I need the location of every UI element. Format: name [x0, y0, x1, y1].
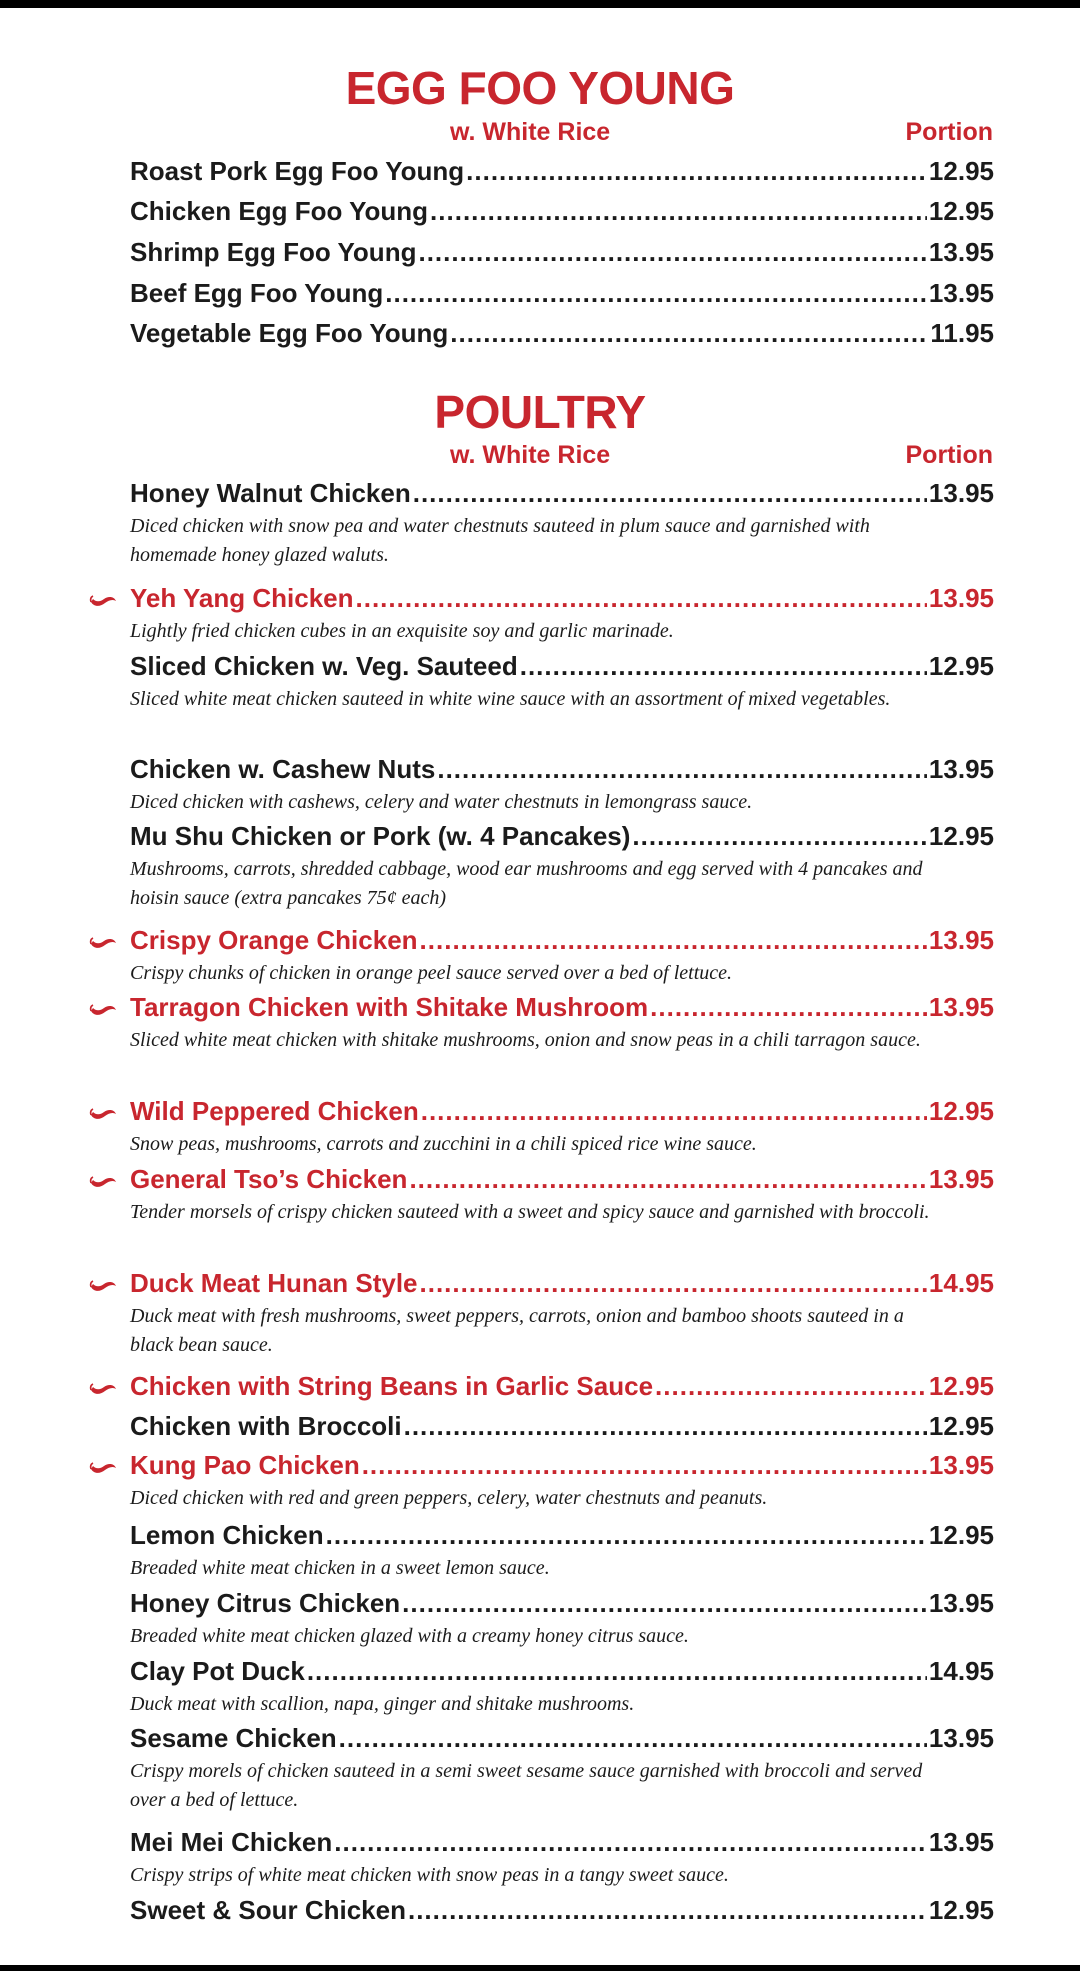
dot-leader	[420, 925, 927, 956]
chili-pepper-icon	[88, 1460, 118, 1476]
top-border	[0, 0, 1080, 8]
dot-leader	[466, 156, 927, 187]
menu-item-row	[130, 318, 994, 352]
dot-leader	[362, 1450, 927, 1481]
menu-item	[130, 1656, 994, 1719]
menu-item-price: 12.95	[928, 651, 994, 681]
menu-item	[130, 156, 994, 190]
menu-item-row	[130, 925, 994, 959]
section-subhead-poultry	[0, 441, 1080, 475]
menu-item-name: Vegetable Egg Foo Young	[130, 318, 449, 348]
menu-item-price: 13.95	[928, 754, 994, 784]
menu-item-name: Sweet & Sour Chicken	[130, 1895, 406, 1925]
menu-item-name: Sliced Chicken w. Veg. Sauteed	[130, 651, 518, 681]
chili-pepper-icon	[88, 593, 118, 609]
dot-leader	[418, 237, 926, 268]
menu-item-name: Chicken with String Beans in Garlic Sauce	[130, 1371, 654, 1401]
menu-item	[130, 1371, 994, 1405]
menu-item-row	[130, 992, 994, 1026]
subtitle-white-rice: w. White Rice	[450, 118, 611, 146]
dot-leader	[409, 1164, 926, 1195]
menu-item-price: 12.95	[928, 821, 994, 851]
menu-item-name: General Tso’s Chicken	[130, 1164, 408, 1194]
menu-item-name: Shrimp Egg Foo Young	[130, 237, 417, 267]
dot-leader	[420, 1268, 927, 1299]
menu-item	[130, 583, 994, 646]
menu-item-row	[130, 1723, 994, 1757]
menu-item-price: 12.95	[928, 196, 994, 226]
menu-item-price: 14.95	[928, 1656, 994, 1686]
menu-item-description: Crispy chunks of chicken in orange peel sauce served over a bed of lettuce.	[130, 962, 733, 984]
menu-item-name: Kung Pao Chicken	[130, 1450, 360, 1480]
menu-item	[130, 925, 994, 988]
menu-item-price: 12.95	[928, 1371, 994, 1401]
menu-item-description: Diced chicken with red and green peppers, celery, water chestnuts and peanuts.	[130, 1487, 768, 1509]
chili-pepper-icon	[88, 1106, 118, 1122]
menu-item-price: 13.95	[928, 1827, 994, 1857]
menu-item-name: Beef Egg Foo Young	[130, 278, 384, 308]
menu-item	[130, 278, 994, 312]
menu-item-name: Chicken with Broccoli	[130, 1411, 402, 1441]
menu-item	[130, 318, 994, 352]
menu-item-description: Duck meat with scallion, napa, ginger and shitake mushrooms.	[130, 1693, 635, 1715]
menu-item-price: 13.95	[928, 583, 994, 613]
dot-leader	[404, 1411, 927, 1442]
dot-leader	[385, 278, 927, 309]
menu-item-price: 13.95	[928, 1450, 994, 1480]
dot-leader	[430, 196, 927, 227]
menu-item	[130, 754, 994, 817]
menu-item-price: 12.95	[928, 1520, 994, 1550]
dot-leader	[437, 754, 927, 785]
chili-pepper-icon	[88, 1002, 118, 1018]
menu-item-name: Sesame Chicken	[130, 1723, 337, 1753]
menu-item-description: Lightly fried chicken cubes in an exquisite soy and garlic marinade.	[130, 620, 674, 642]
menu-item-price: 12.95	[928, 1411, 994, 1441]
menu-item-description: Sliced white meat chicken with shitake mushrooms, onion and snow peas in a chili tarragon sauce.	[130, 1029, 921, 1051]
menu-item-price: 13.95	[928, 925, 994, 955]
menu-item-description: Duck meat with fresh mushrooms, sweet peppers, carrots, onion and bamboo shoots sauteed in a black bean sauce.	[130, 1305, 904, 1356]
dot-leader	[413, 478, 927, 509]
menu-item-name: Clay Pot Duck	[130, 1656, 305, 1686]
menu-item	[130, 1411, 994, 1445]
menu-item-name: Mu Shu Chicken or Pork (w. 4 Pancakes)	[130, 821, 631, 851]
menu-item-name: Yeh Yang Chicken	[130, 583, 354, 613]
menu-item-row	[130, 1268, 994, 1302]
menu-item-description: Crispy strips of white meat chicken with snow peas in a tangy sweet sauce.	[130, 1864, 729, 1886]
menu-item-row	[130, 1827, 994, 1861]
menu-item-row	[130, 237, 994, 271]
menu-item-description: Tender morsels of crispy chicken sauteed with a sweet and spicy sauce and garnished with broccoli.	[130, 1201, 930, 1223]
menu-item-price: 12.95	[928, 1096, 994, 1126]
menu-item-row	[130, 583, 994, 617]
menu-item-description: Sliced white meat chicken sauteed in white wine sauce with an assortment of mixed vegetables.	[130, 688, 891, 710]
menu-item-price: 13.95	[928, 278, 994, 308]
menu-item-row	[130, 1895, 994, 1929]
section-title-egg-foo-young: EGG FOO YOUNG	[345, 62, 735, 114]
menu-item-price: 13.95	[928, 1723, 994, 1753]
menu-item-name: Duck Meat Hunan Style	[130, 1268, 418, 1298]
menu-item-name: Honey Citrus Chicken	[130, 1588, 401, 1618]
menu-item	[130, 1164, 994, 1227]
menu-item-description: Mushrooms, carrots, shredded cabbage, wood ear mushrooms and egg served with 4 pancakes and hoisin sauce (extra pancakes 75¢ each)	[130, 858, 923, 909]
menu-item	[130, 1096, 994, 1159]
menu-item	[130, 237, 994, 271]
menu-item-price: 13.95	[928, 237, 994, 267]
menu-item-name: Mei Mei Chicken	[130, 1827, 333, 1857]
menu-item-name: Honey Walnut Chicken	[130, 478, 411, 508]
menu-item	[130, 1520, 994, 1583]
dot-leader	[334, 1827, 927, 1858]
menu-item-price: 13.95	[928, 478, 994, 508]
menu-item-name: Wild Peppered Chicken	[130, 1096, 419, 1126]
menu-item-description: Diced chicken with cashews, celery and water chestnuts in lemongrass sauce.	[130, 791, 753, 813]
menu-item	[130, 1588, 994, 1651]
menu-item-name: Crispy Orange Chicken	[130, 925, 418, 955]
menu-item-description: Snow peas, mushrooms, carrots and zucchini in a chili spiced rice wine sauce.	[130, 1133, 757, 1155]
menu-item-row	[130, 651, 994, 685]
menu-item	[130, 1268, 994, 1360]
subtitle-white-rice: w. White Rice	[450, 441, 611, 469]
dot-leader	[650, 992, 927, 1023]
chili-pepper-icon	[88, 1381, 118, 1397]
bottom-border	[0, 1965, 1080, 1971]
menu-item	[130, 196, 994, 230]
section-title-poultry: POULTRY	[434, 386, 646, 438]
menu-item	[130, 821, 994, 913]
dot-leader	[408, 1895, 927, 1926]
menu-item-row	[130, 1450, 994, 1484]
menu-item-row	[130, 1656, 994, 1690]
menu-item-row	[130, 1371, 994, 1405]
dot-leader	[326, 1520, 927, 1551]
chili-pepper-icon	[88, 935, 118, 951]
dot-leader	[655, 1371, 927, 1402]
menu-item	[130, 651, 994, 714]
menu-item	[130, 1450, 994, 1513]
menu-item-row	[130, 1520, 994, 1554]
dot-leader	[421, 1096, 927, 1127]
menu-item-name: Chicken Egg Foo Young	[130, 196, 429, 226]
menu-item-description: Crispy morels of chicken sauteed in a semi sweet sesame sauce garnished with broccoli and served over a bed of lettuce.	[130, 1760, 923, 1811]
menu-item-description: Diced chicken with snow pea and water chestnuts sauteed in plum sauce and garnished with homemade honey glazed waluts.	[130, 515, 870, 566]
menu-item-name: Lemon Chicken	[130, 1520, 324, 1550]
menu-item	[130, 992, 994, 1055]
menu-item	[130, 1723, 994, 1815]
dot-leader	[339, 1723, 927, 1754]
menu-item-row	[130, 156, 994, 190]
menu-item-row	[130, 278, 994, 312]
dot-leader	[307, 1656, 927, 1687]
dot-leader	[402, 1588, 927, 1619]
menu-item-row	[130, 1588, 994, 1622]
menu-item-price: 12.95	[928, 1895, 994, 1925]
menu-item	[130, 1827, 994, 1890]
menu-item	[130, 478, 994, 570]
menu-item-description: Breaded white meat chicken glazed with a creamy honey citrus sauce.	[130, 1625, 689, 1647]
menu-item-name: Tarragon Chicken with Shitake Mushroom	[130, 992, 649, 1022]
dot-leader	[450, 318, 928, 349]
menu-item-price: 12.95	[928, 156, 994, 186]
menu-item	[130, 1895, 994, 1929]
menu-item-row	[130, 196, 994, 230]
portion-label: Portion	[905, 118, 993, 146]
menu-item-row	[130, 1411, 994, 1445]
menu-item-price: 14.95	[928, 1268, 994, 1298]
chili-pepper-icon	[88, 1278, 118, 1294]
menu-item-price: 13.95	[928, 1588, 994, 1618]
menu-item-name: Roast Pork Egg Foo Young	[130, 156, 465, 186]
menu-item-row	[130, 754, 994, 788]
menu-item-price: 13.95	[928, 1164, 994, 1194]
menu-item-name: Chicken w. Cashew Nuts	[130, 754, 436, 784]
menu-item-description: Breaded white meat chicken in a sweet lemon sauce.	[130, 1557, 550, 1579]
menu-item-row	[130, 1164, 994, 1198]
section-subhead-egg	[0, 118, 1080, 152]
dot-leader	[632, 821, 927, 852]
menu-item-row	[130, 821, 994, 855]
menu-item-row	[130, 478, 994, 512]
portion-label: Portion	[905, 441, 993, 469]
dot-leader	[356, 583, 927, 614]
dot-leader	[520, 651, 927, 682]
menu-item-row	[130, 1096, 994, 1130]
menu-item-price: 11.95	[930, 318, 994, 348]
chili-pepper-icon	[88, 1174, 118, 1190]
menu-item-price: 13.95	[928, 992, 994, 1022]
